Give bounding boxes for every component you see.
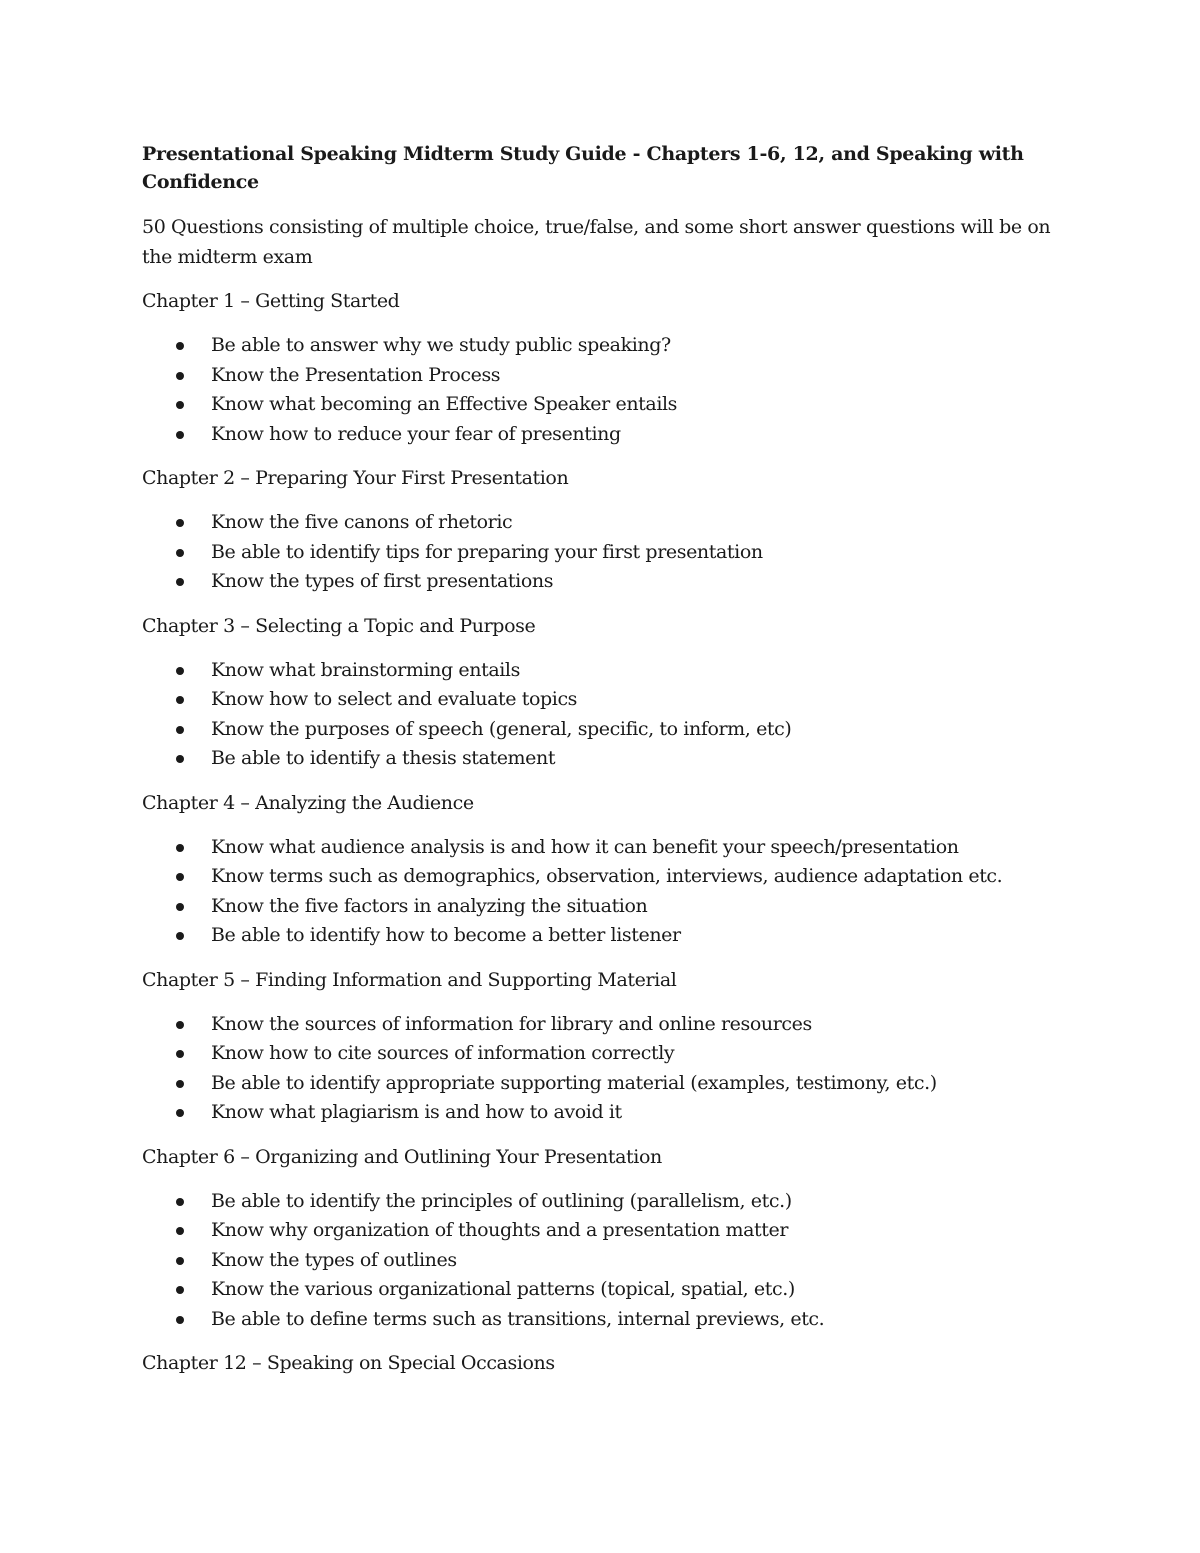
bullet-icon (176, 1227, 184, 1235)
bullet-icon (176, 1198, 184, 1206)
list-item (142, 715, 1072, 745)
bullet-icon (176, 844, 184, 852)
list-item-text: Know what brainstorming entails (211, 658, 520, 681)
chapter-section (142, 1349, 1072, 1378)
chapter-section (142, 1143, 1072, 1335)
bullet-icon (176, 1316, 184, 1324)
list-item-text: Know the Presentation Process (211, 363, 501, 386)
chapter-heading: Chapter 12 – Speaking on Special Occasions (142, 1352, 555, 1374)
list-item-text: Know terms such as demographics, observation, interviews, audience adaptation etc. (211, 865, 1003, 887)
chapter-section (142, 612, 1072, 774)
bullet-icon (176, 1021, 184, 1029)
list-item (142, 1069, 1072, 1099)
exam-description: 50 Questions consisting of multiple choice, true/false, and some short answer questions will be on the midterm exam (142, 216, 1051, 268)
list-item (142, 833, 1072, 863)
bullet-icon (176, 696, 184, 704)
bullet-icon (176, 726, 184, 734)
list-item-text: Be able to define terms such as transitions, internal previews, etc. (211, 1307, 825, 1330)
bullet-icon (176, 1257, 184, 1265)
bullet-icon (176, 873, 184, 881)
list-item (142, 508, 1072, 538)
chapter-section (142, 287, 1072, 449)
list-item (142, 331, 1072, 361)
list-item-text: Know what becoming an Effective Speaker entails (211, 393, 678, 415)
document-page (142, 140, 1072, 1393)
list-item (142, 1216, 1072, 1246)
bullet-icon (176, 755, 184, 763)
chapter-heading: Chapter 3 – Selecting a Topic and Purpose (142, 614, 536, 637)
bullet-icon (176, 1080, 184, 1088)
list-item-text: Know the five factors in analyzing the situation (211, 894, 648, 917)
list-item (142, 538, 1072, 568)
topic-list (142, 833, 1072, 951)
list-item (142, 862, 1072, 892)
list-item-text: Know the types of outlines (211, 1248, 457, 1271)
topic-list (142, 1010, 1072, 1128)
list-item (142, 1187, 1072, 1217)
list-item-text: Know what audience analysis is and how it can benefit your speech/presentation (211, 835, 959, 858)
chapter-list (142, 287, 1072, 1378)
list-item-text: Be able to identify a thesis statement (211, 747, 556, 769)
chapter-heading: Chapter 6 – Organizing and Outlining Your Presentation (142, 1145, 662, 1168)
list-item-text: Know what plagiarism is and how to avoid it (211, 1101, 622, 1123)
chapter-heading: Chapter 4 – Analyzing the Audience (142, 791, 474, 814)
bullet-icon (176, 431, 184, 439)
chapter-section (142, 464, 1072, 597)
topic-list (142, 508, 1072, 597)
list-item (142, 921, 1072, 951)
chapter-heading: Chapter 1 – Getting Started (142, 290, 400, 312)
bullet-icon (176, 1109, 184, 1117)
list-item (142, 744, 1072, 774)
list-item-text: Be able to answer why we study public speaking? (211, 334, 671, 356)
list-item-text: Know the sources of information for library and online resources (211, 1012, 812, 1035)
chapter-heading: Chapter 5 – Finding Information and Supporting Material (142, 968, 677, 991)
list-item-text: Know the purposes of speech (general, specific, to inform, etc) (211, 717, 792, 740)
bullet-icon (176, 1050, 184, 1058)
list-item (142, 361, 1072, 391)
list-item (142, 1098, 1072, 1128)
document-title: Presentational Speaking Midterm Study Guide - Chapters 1-6, 12, and Speaking with Confidence (142, 143, 1024, 193)
bullet-icon (176, 401, 184, 409)
bullet-icon (176, 667, 184, 675)
list-item-text: Know the various organizational patterns (topical, spatial, etc.) (211, 1278, 795, 1300)
list-item (142, 1275, 1072, 1305)
list-item (142, 1305, 1072, 1335)
list-item (142, 1039, 1072, 1069)
list-item (142, 567, 1072, 597)
list-item (142, 892, 1072, 922)
bullet-icon (176, 578, 184, 586)
list-item-text: Be able to identify how to become a better listener (211, 924, 681, 946)
bullet-icon (176, 372, 184, 380)
bullet-icon (176, 1286, 184, 1294)
list-item-text: Know the five canons of rhetoric (211, 511, 513, 533)
list-item (142, 390, 1072, 420)
chapter-section (142, 789, 1072, 951)
list-item-text: Know how to reduce your fear of presenting (211, 422, 621, 445)
list-item-text: Know the types of first presentations (211, 570, 554, 592)
list-item (142, 656, 1072, 686)
bullet-icon (176, 903, 184, 911)
chapter-heading: Chapter 2 – Preparing Your First Presentation (142, 467, 569, 489)
list-item (142, 1246, 1072, 1276)
list-item-text: Know why organization of thoughts and a presentation matter (211, 1219, 789, 1241)
list-item-text: Be able to identify tips for preparing your first presentation (211, 540, 763, 563)
list-item-text: Be able to identify appropriate supporting material (examples, testimony, etc.) (211, 1071, 937, 1094)
chapter-section (142, 966, 1072, 1128)
list-item (142, 1010, 1072, 1040)
list-item (142, 685, 1072, 715)
list-item-text: Know how to select and evaluate topics (211, 688, 578, 710)
topic-list (142, 656, 1072, 774)
topic-list (142, 1187, 1072, 1335)
list-item (142, 420, 1072, 450)
bullet-icon (176, 549, 184, 557)
list-item-text: Know how to cite sources of information correctly (211, 1042, 675, 1064)
list-item-text: Be able to identify the principles of outlining (parallelism, etc.) (211, 1189, 792, 1212)
bullet-icon (176, 519, 184, 527)
bullet-icon (176, 932, 184, 940)
topic-list (142, 331, 1072, 449)
bullet-icon (176, 342, 184, 350)
